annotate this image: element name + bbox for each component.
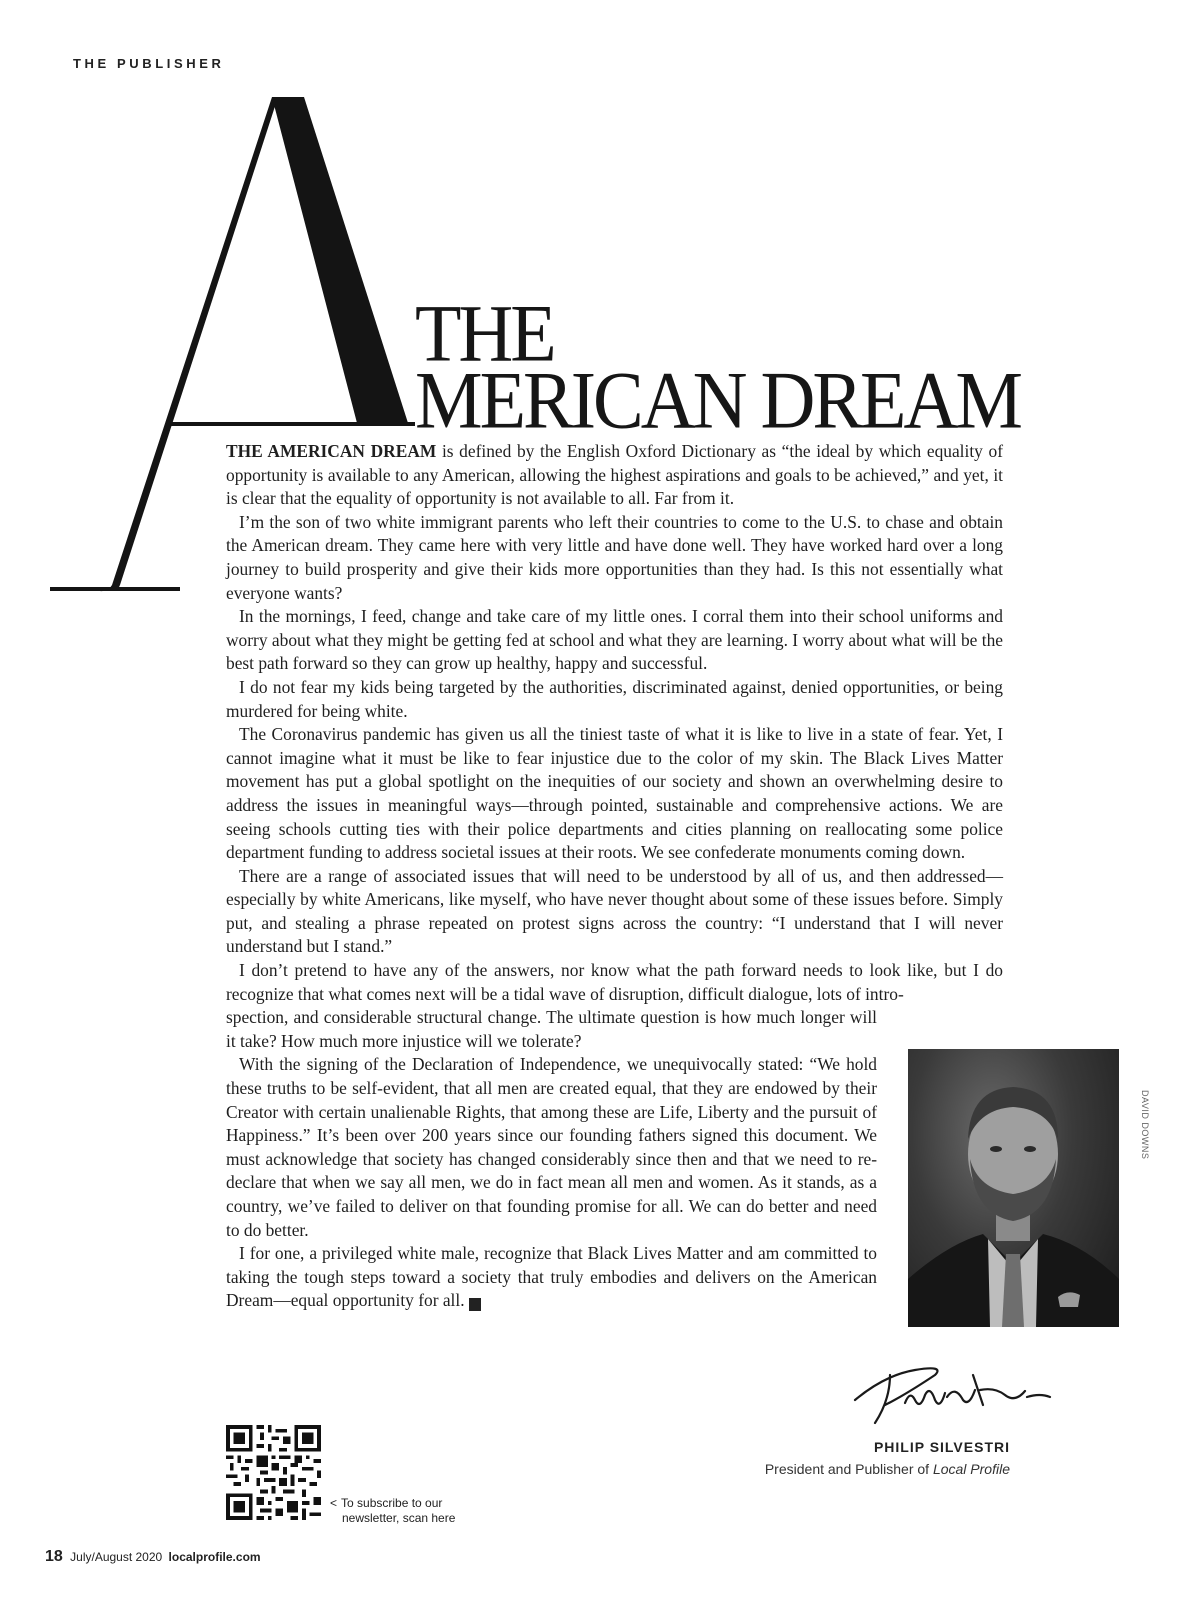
publication-name: Local Profile (932, 1461, 1010, 1477)
publisher-title: President and Publisher of Local Profile (764, 1461, 1010, 1477)
qr-caption: < To subscribe to our newsletter, scan here (330, 1496, 456, 1525)
paragraph-9: I for one, a privileged white male, recognize that Black Lives Matter and am committed to taking the tough steps toward a society that truly embodies and delivers on the American Dream—equal opportunity for all. L (226, 1243, 877, 1311)
photo-credit: DAVID DOWNS (1140, 1090, 1150, 1160)
paragraph-3: In the mornings, I feed, change and take care of my little ones. I corral them into their school uniforms and worry about what they might be getting fed at school and what they are learning. I worry about what will be the best path forward so they can grow up healthy, happy and successful. (226, 606, 1003, 674)
arrow-left-icon: < (330, 1496, 338, 1510)
paragraph-5: The Coronavirus pandemic has given us all the tiniest taste of what it is like to live in a state of fear. Yet, I cannot imagine what it must be like to fear injustice due to the color of my skin. The Black Lives Matter movement has put a global spotlight on the inequities of our society and shown an overwhelming desire to address the issues in meaningful ways—through pointed, sustainable and comprehensive actions. We are seeing schools cutting ties with their police departments and cities planning on reallocating some police department funding to address societal issues at their roots. We see confederate monuments coming down. (226, 724, 1003, 863)
end-mark-icon: L (469, 1298, 481, 1311)
page-number: 18 (45, 1548, 63, 1565)
paragraph-4: I do not fear my kids being targeted by the authorities, discriminated against, denied opportunities, or being murdered for being white. (226, 676, 1003, 721)
website-link[interactable]: localprofile.com (168, 1550, 261, 1564)
signature-image (845, 1345, 1055, 1425)
paragraph-6: There are a range of associated issues that will need to be understood by all of us, and then addressed—especially by white Americans, like myself, who have never thought about some of these issues before. Simply put, and stealing a phrase repeated on protest signs across the country: “I understand that I will never understand but I stand.” (226, 865, 1003, 957)
lead-in: THE AMERICAN DREAM (226, 441, 437, 461)
publisher-portrait (908, 1049, 1119, 1327)
section-label: THE PUBLISHER (73, 56, 225, 71)
paragraph-7-continued: spection, and considerable structural change. The ultimate question is how much longer will it take? How much more injustice will we tolerate? (226, 1007, 877, 1051)
paragraph-1: THE AMERICAN DREAM is defined by the English Oxford Dictionary as “the ideal by which equality of opportunity is available to any American, allowing the highest aspirations and goals to be achieved,” and yet, it is clear that the equality of opportunity is not available to all. Far from it. (226, 441, 1003, 509)
article-body (226, 440, 1003, 1313)
portrait-illustration (908, 1049, 1119, 1327)
article-title (415, 288, 1020, 446)
dropcap-crossbar (170, 422, 415, 426)
publisher-name: PHILIP SILVESTRI (873, 1439, 1010, 1455)
paragraph-2: I’m the son of two white immigrant parents who left their countries to come to the U.S. to chase and obtain the American dream. They came here with very little and have done well. They have worked hard over a long journey to build prosperity and give their kids more opportunities than they had. Is this not essentially what everyone wants? (226, 511, 1003, 603)
paragraph-8: With the signing of the Declaration of Independence, we unequivocally stated: “We hold these truths to be self-evident, that all men are created equal, that they are endowed by their Creator with certain unalienable Rights, that among these are Life, Liberty and the pursuit of Happiness.” It’s been over 200 years since our founding fathers signed this document. We must acknowledge that society has changed considerably since then and that we need to re-declare that when we say all men, we do in fact mean all men and women. As it stands, as a country, we’ve failed to deliver on that founding promise for all. We can do better and need to do better. (226, 1054, 877, 1240)
title-line-2: MERICAN DREAM (415, 355, 1020, 446)
page-footer (45, 1548, 261, 1566)
paragraph-7: I don’t pretend to have any of the answers, nor know what the path forward needs to look like, but I do recognize that what comes next will be a tidal wave of disruption, difficult dialogue, lots of intro- (226, 960, 1003, 1004)
dropcap-thick-stroke (272, 97, 408, 423)
title-line-1: THE (415, 288, 554, 379)
newsletter-qr-code[interactable] (226, 1425, 321, 1520)
issue-date: July/August 2020 (70, 1550, 163, 1564)
